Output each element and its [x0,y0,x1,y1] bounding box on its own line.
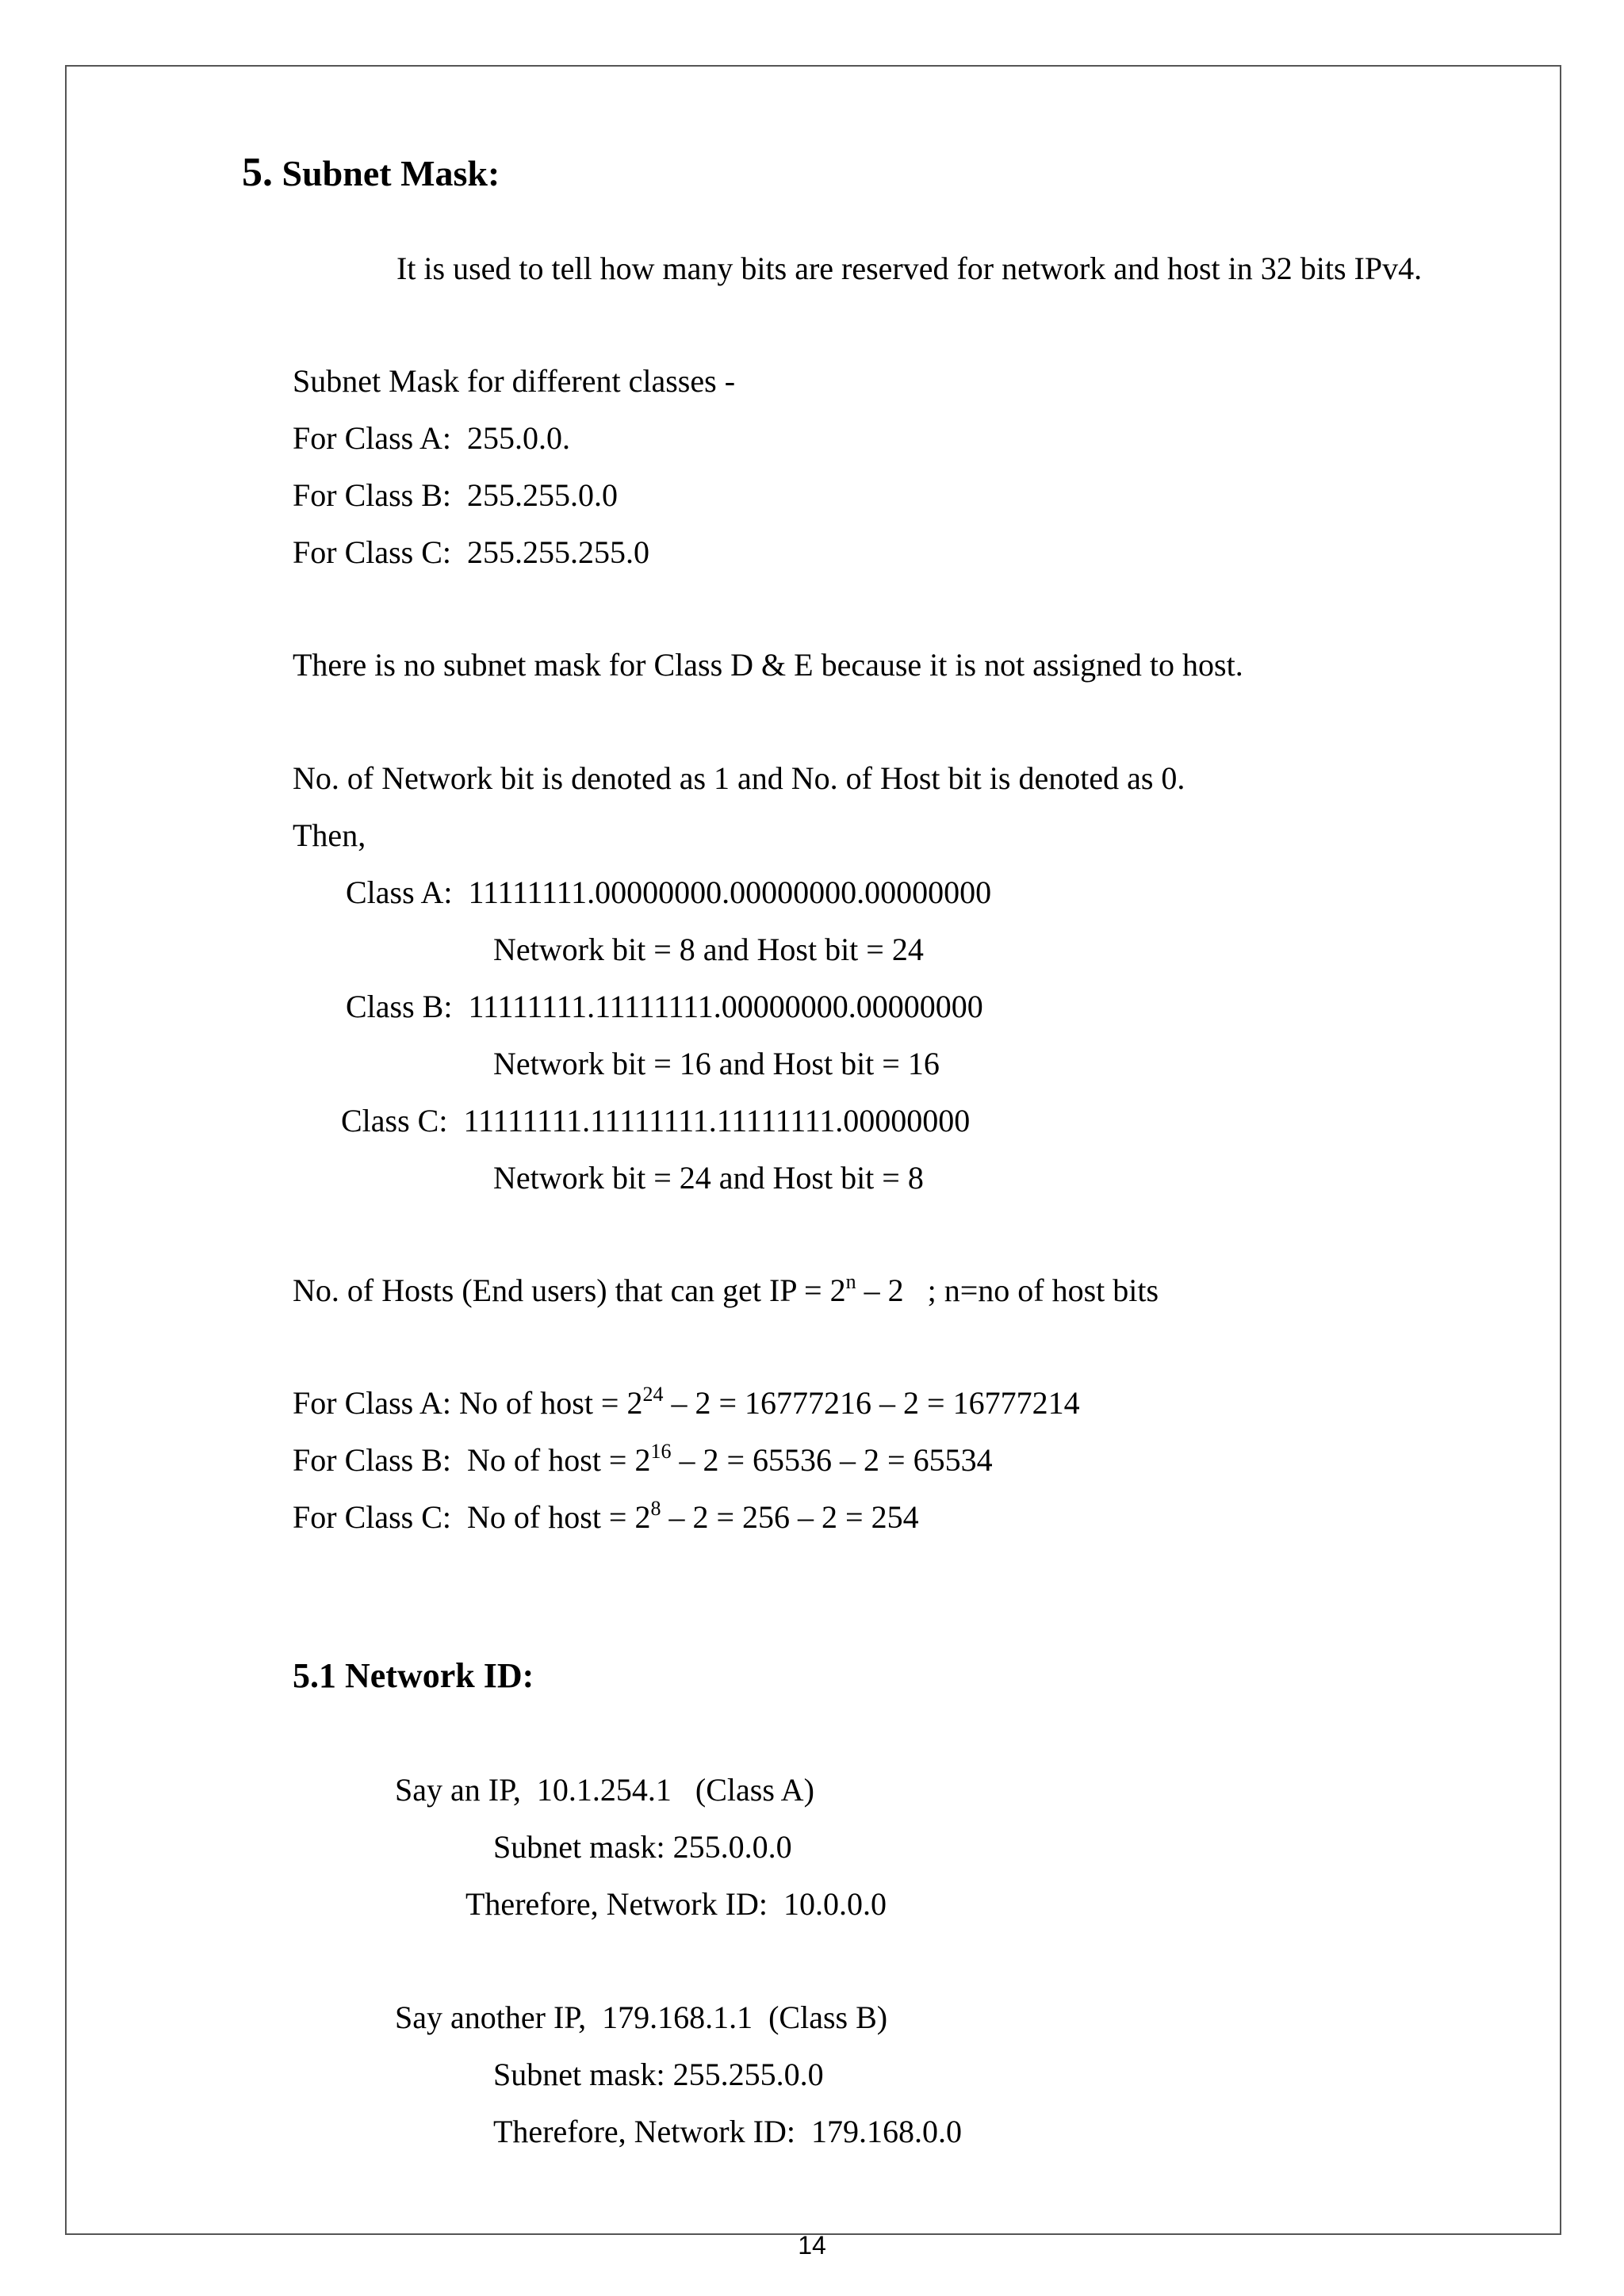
class-b-mask: For Class B: 255.255.0.0 [293,477,619,513]
class-b-bit-counts: Network bit = 16 and Host bit = 16 [493,1046,940,1081]
class-b-hosts-prefix: For Class B: No of host = 2 [293,1442,651,1478]
class-c-mask: For Class C: 255.255.255.0 [293,534,650,570]
example-1-ip: Say an IP, 10.1.254.1 (Class A) [395,1772,814,1808]
example-2-ip: Say another IP, 179.168.1.1 (Class B) [395,1999,888,2035]
formula-prefix: No. of Hosts (End users) that can get IP = 2 [293,1272,846,1308]
example-2-mask: Subnet mask: 255.255.0.0 [493,2057,824,2092]
section-5-heading [242,151,500,196]
bits-rule: No. of Network bit is denoted as 1 and No. of Host bit is denoted as 0. [293,760,1185,796]
class-a-hosts-exponent: 24 [642,1382,664,1406]
example-2-network-id: Therefore, Network ID: 179.168.0.0 [493,2114,962,2149]
no-mask-note: There is no subnet mask for Class D & E because it is not assigned to host. [293,647,1243,683]
hosts-formula [293,1269,1159,1310]
page-number: 14 [798,2231,826,2260]
class-a-binary: Class A: 11111111.00000000.00000000.00000000 [346,874,992,910]
then-text: Then, [293,817,366,853]
class-b-hosts-suffix: – 2 = 65536 – 2 = 65534 [671,1442,993,1478]
class-a-hosts-prefix: For Class A: No of host = 2 [293,1385,643,1421]
class-b-hosts [293,1441,993,1479]
class-a-mask: For Class A: 255.0.0. [293,420,571,456]
class-b-hosts-exponent: 16 [650,1439,672,1463]
class-a-bit-counts: Network bit = 8 and Host bit = 24 [493,932,924,967]
section-title: Subnet Mask: [282,153,500,193]
formula-suffix: – 2 ; n=no of host bits [856,1272,1159,1308]
section-number: 5. [242,150,273,195]
class-a-hosts-suffix: – 2 = 16777216 – 2 = 16777214 [663,1385,1080,1421]
section-5-1-heading: 5.1 Network ID: [293,1656,534,1695]
class-c-hosts [293,1498,919,1536]
class-a-hosts [293,1384,1080,1422]
example-1-mask: Subnet mask: 255.0.0.0 [493,1829,792,1865]
example-1-network-id: Therefore, Network ID: 10.0.0.0 [465,1886,887,1922]
class-c-bit-counts: Network bit = 24 and Host bit = 8 [493,1160,924,1196]
class-c-binary: Class C: 11111111.11111111.11111111.00000000 [341,1103,971,1138]
class-c-hosts-prefix: For Class C: No of host = 2 [293,1499,651,1535]
class-c-hosts-suffix: – 2 = 256 – 2 = 254 [661,1499,919,1535]
section-intro: It is used to tell how many bits are reserved for network and host in 32 bits IPv4. [396,251,1423,286]
classes-heading: Subnet Mask for different classes - [293,363,736,399]
formula-exponent: n [845,1269,856,1293]
class-c-hosts-exponent: 8 [650,1496,661,1520]
class-b-binary: Class B: 11111111.11111111.00000000.00000000 [346,989,983,1024]
